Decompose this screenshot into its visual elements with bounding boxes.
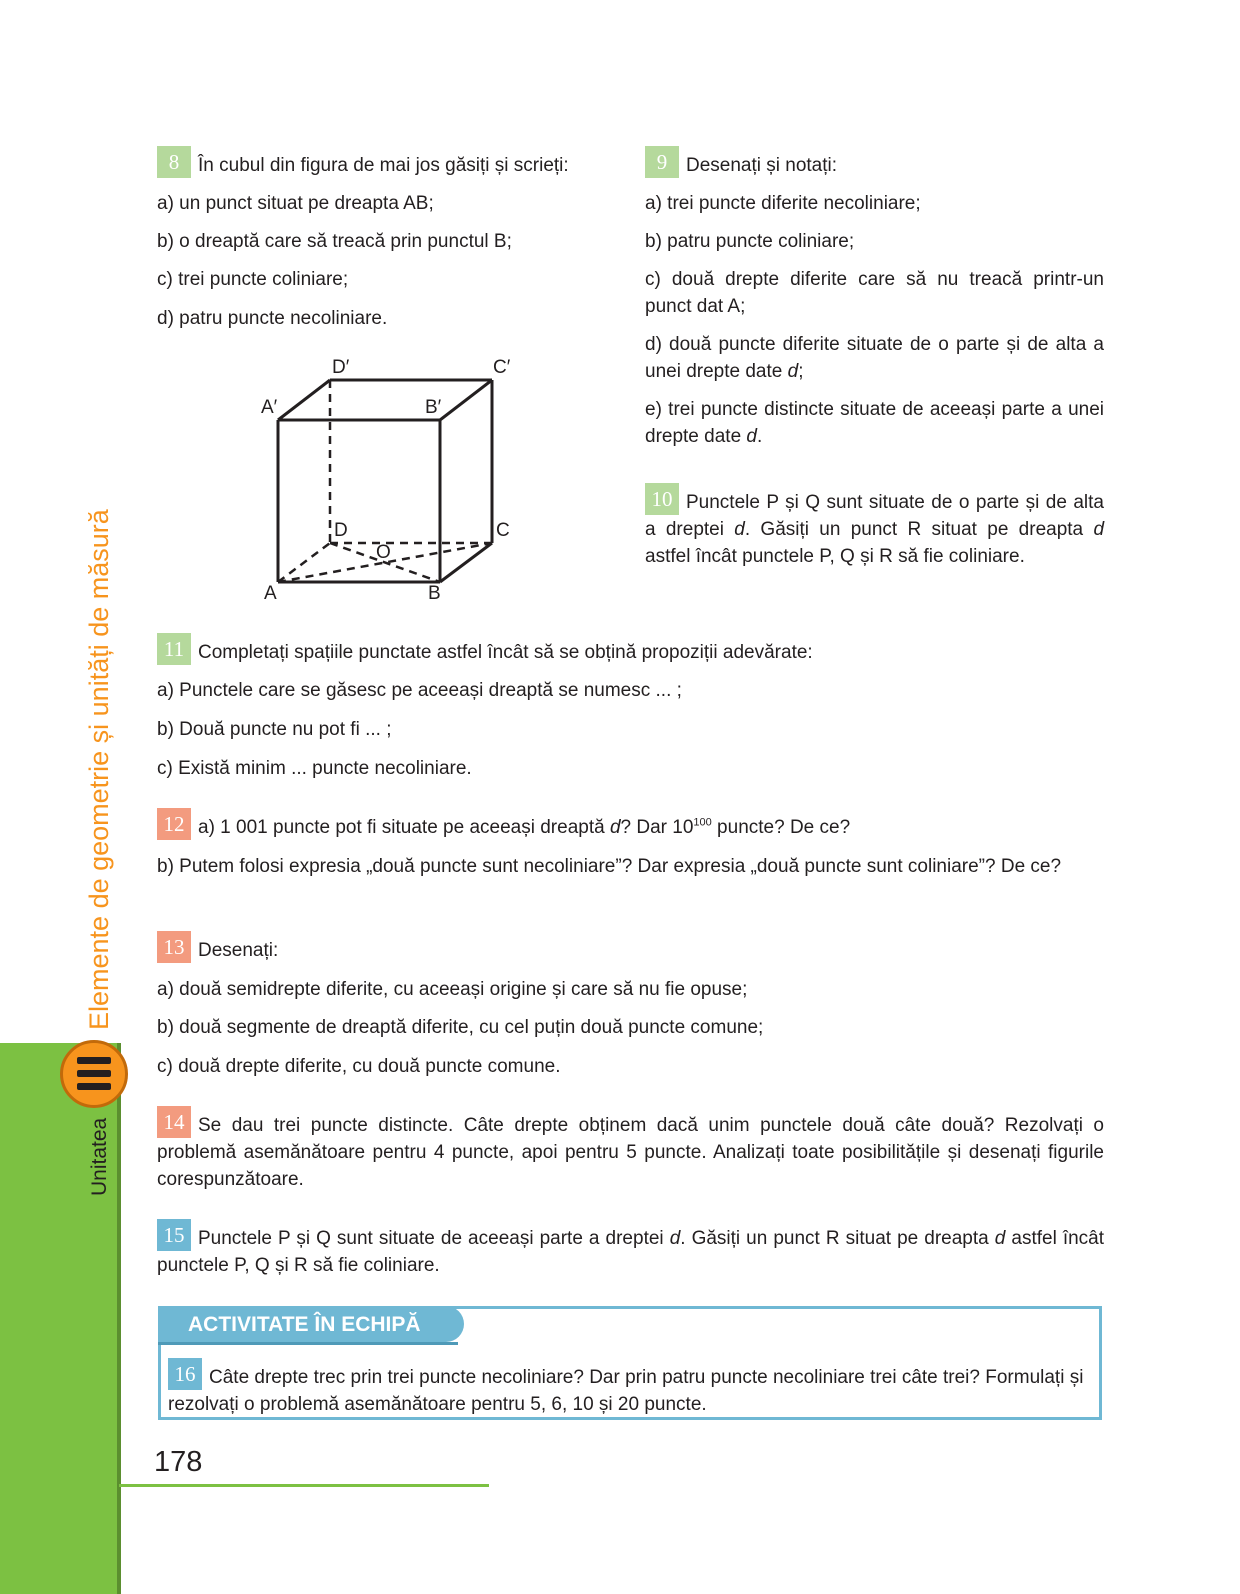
exercise-13-item-b: b) două segmente de dreaptă diferite, cu cel puțin două puncte comune; [157,1017,764,1038]
exercise-11-intro: Completați spațiile punctate astfel încât să se obțină propoziții adevărate: [198,642,813,663]
page-number: 178 [154,1446,203,1478]
edge-b1-c1 [440,380,492,420]
exercise-10-text: Punctele P și Q sunt situate de o parte și de alta a dreptei d. Găsiți un punct R situat pe dreapta d astfel încât punctele P, Q și R să fie coliniare. [645,492,1105,567]
exercise-11-number: 11 [157,633,191,665]
unit-three-icon [60,1040,128,1108]
exercise-12-item-a: a) 1 001 puncte pot fi situate pe aceeași dreaptă d? Dar $10^{100}$ puncte? De ce? [198,816,851,838]
exercise-12-number: 12 [157,808,191,840]
footer-line [119,1484,489,1487]
exercise-11-item-c: c) Există minim ... puncte necoliniare. [157,758,472,779]
exercise-13-item-a: a) două semidrepte diferite, cu aceeași origine și care să nu fie opuse; [157,979,748,1000]
exercise-9-number: 9 [645,146,679,178]
edge-a-d [278,543,330,582]
cube-figure [250,355,530,610]
label-d-prime: D′ [332,357,350,378]
exercise-15-number: 15 [157,1219,191,1251]
exercise-12-item-b: b) Putem folosi expresia „două puncte sunt necoliniare”? Dar expresia „două puncte sunt coliniare”? De ce? [157,856,1062,877]
label-c: C [496,520,510,541]
exercise-14-number: 14 [157,1106,191,1138]
unit-band-shadow [117,1043,121,1594]
exercise-14-text: Se dau trei puncte distincte. Câte drepte obținem dacă unim punctele două câte două? Rezolvați o problemă asemănătoare pentru 4 puncte, apoi pentru 5 puncte. Analizați toate posibilitățile și desenați figurile corespunzătoare. [157,1115,1104,1190]
exercise-11-item-b: b) Două puncte nu pot fi ... ; [157,719,392,740]
unit-title: Elemente de geometrie și unități de măsură [84,509,114,1030]
exercise-16-number: 16 [168,1358,202,1390]
exercise-8-item-b: b) o dreaptă care să treacă prin punctul B; [157,231,512,252]
label-a: A [264,583,277,604]
exercise-9-item-b: b) patru puncte coliniare; [645,231,855,252]
edge-a1-d1 [278,380,330,420]
label-b-prime: B′ [425,397,442,418]
exercise-9-item-e: e) trei puncte distincte situate de aceeași parte a unei drepte date d. [645,399,1104,447]
label-d: D [334,520,348,541]
team-activity-label: ACTIVITATE ÎN ECHIPĂ [188,1313,421,1336]
exercise-9-intro: Desenați și notați: [686,155,838,176]
label-o: O [376,542,391,563]
exercise-9-item-d: d) două puncte diferite situate de o parte și de alta a unei drepte date d; [645,334,1104,382]
exercise-8-intro: În cubul din figura de mai jos găsiți și scrieți: [198,155,569,176]
exercise-15-text: Punctele P și Q sunt situate de aceeași parte a dreptei d. Găsiți un punct R situat pe dreapta d astfel încât punctele P, Q și R să fie coliniare. [157,1228,1105,1276]
label-b: B [428,583,441,604]
exercise-8-item-a: a) un punct situat pe dreapta AB; [157,193,434,214]
exercise-16-text: Câte drepte trec prin trei puncte necoliniare? Dar prin patru puncte necoliniare trei câte trei? Formulați și rezolvați o problemă asemănătoare pentru 5, 6, 10 și 20 puncte. [168,1367,1084,1415]
team-activity-tab-shadow [158,1342,458,1345]
label-a-prime: A′ [261,397,278,418]
unit-label: Unitatea [88,1117,111,1196]
exercise-13-item-c: c) două drepte diferite, cu două puncte comune. [157,1056,561,1077]
edge-b-c [440,543,492,582]
exercise-10-number: 10 [645,483,679,515]
label-c-prime: C′ [493,357,511,378]
exercise-8-item-d: d) patru puncte necoliniare. [157,308,388,329]
exercise-9-item-c: c) două drepte diferite care să nu treacă printr-un punct dat A; [645,269,1104,317]
exercise-11-item-a: a) Punctele care se găsesc pe aceeași dreaptă se numesc ... ; [157,680,682,701]
exercise-9-item-a: a) trei puncte diferite necoliniare; [645,193,921,214]
exercise-8-number: 8 [157,146,191,178]
exercise-8-item-c: c) trei puncte coliniare; [157,269,349,290]
exercise-13-intro: Desenați: [198,940,279,961]
exercise-13-number: 13 [157,931,191,963]
